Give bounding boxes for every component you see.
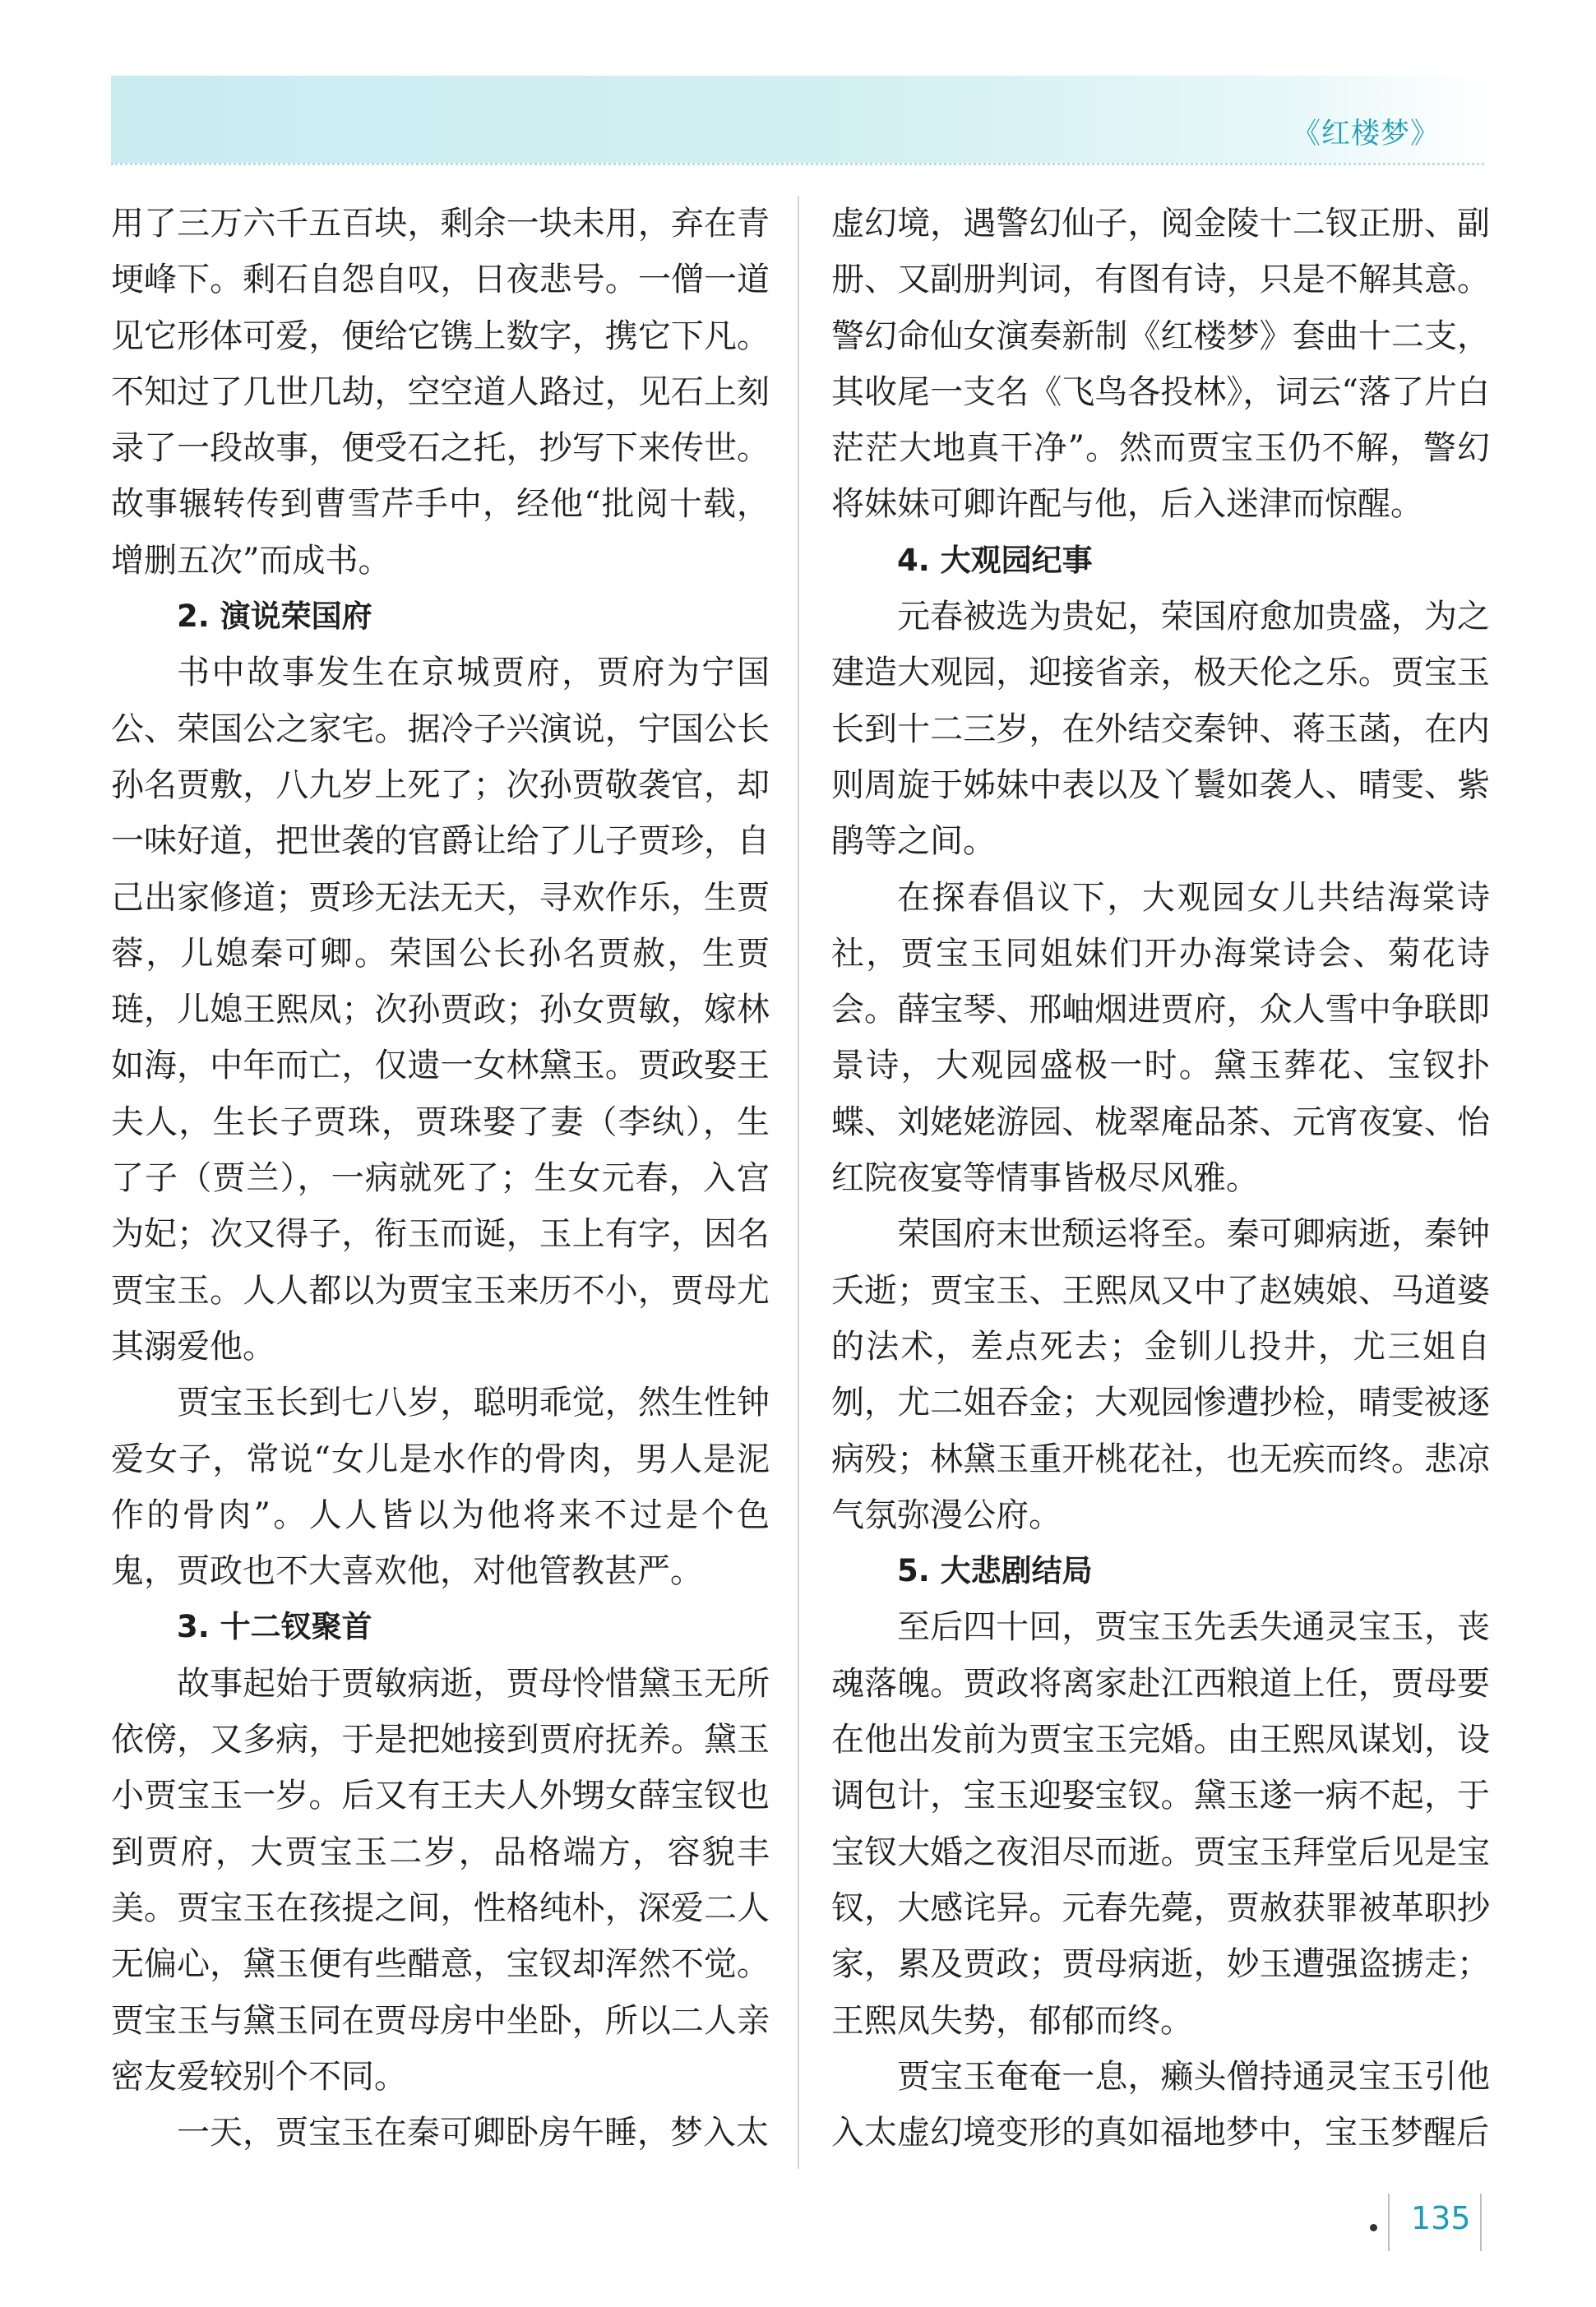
section-heading: 2. 演说荣国府: [177, 599, 372, 635]
book-title: 《红楼梦》: [1291, 118, 1440, 150]
right-column: [831, 196, 1490, 2189]
header-band: [111, 76, 1484, 163]
page-number: 135: [1411, 2200, 1471, 2236]
paragraph: 在探春倡议下，大观园女儿共结海棠诗社，贾宝玉同姐妹们开办海棠诗会、菊花诗会。薛宝琴、邢岫烟进贾府，众人雪中争联即景诗，大观园盛极一时。黛玉葬花、宝钗扑蝶、刘姥姥游园、栊翠庵品茶、元宵夜宴、怡红院夜宴等情事皆极尽风雅。: [831, 878, 1490, 1198]
paragraph: 虚幻境，遇警幻仙子，阅金陵十二钗正册、副册、又副册判词，有图有诗，只是不解其意。警幻命仙女演奏新制《红楼梦》套曲十二支，其收尾一支名《飞鸟各投林》，词云“落了片白茫茫大地真干净”。然而贾宝玉仍不解，警幻将妹妹可卿许配与他，后入迷津而惊醒。: [831, 205, 1490, 524]
paragraph: 贾宝玉奄奄一息，癞头僧持通灵宝玉引他入太虚幻境变形的真如福地梦中，宝玉梦醒后: [831, 2057, 1490, 2152]
column-divider: [798, 196, 799, 2169]
header-divider: [111, 163, 1484, 165]
paragraph: 元春被选为贵妃，荣国府愈加贵盛，为之建造大观园，迎接省亲，极天伦之乐。贾宝玉长到十二三岁，在外结交秦钟、蒋玉菡，在内则周旋于姊妹中表以及丫鬟如袭人、晴雯、紫鹃等之间。: [831, 598, 1490, 861]
section-heading: 3. 十二钗聚首: [177, 1609, 372, 1645]
paragraph: 至后四十回，贾宝玉先丢失通灵宝玉，丧魂落魄。贾政将离家赴江西粮道上任，贾母要在他出发前为贾宝玉完婚。由王熙凤谋划，设调包计，宝玉迎娶宝钗。黛玉遂一病不起，于宝钗大婚之夜泪尽而逝。贾宝玉拜堂后见是宝钗，大感诧异。元春先薨，贾赦获罪被革职抄家，累及贾政；贾母病逝，妙玉遭强盗掳走；王熙凤失势，郁郁而终。: [831, 1608, 1490, 2040]
paragraph: 故事起始于贾敏病逝，贾母怜惜黛玉无所依傍，又多病，于是把她接到贾府抚养。黛玉小贾宝玉一岁。后又有王夫人外甥女薛宝钗也到贾府，大贾宝玉二岁，品格端方，容貌丰美。贾宝玉在孩提之间，性格纯朴，深爱二人无偏心，黛玉便有些醋意，宝钗却浑然不觉。贾宝玉与黛玉同在贾母房中坐卧，所以二人亲密友爱较别个不同。: [111, 1664, 770, 2096]
page-number-separator: [1388, 2194, 1390, 2251]
paragraph: 荣国府末世颓运将至。秦可卿病逝，秦钟夭逝；贾宝玉、王熙凤又中了赵姨娘、马道婆的法术，差点死去；金钏儿投井，尤三姐自刎，尤二姐吞金；大观园惨遭抄检，晴雯被逐病殁；林黛玉重开桃花社，也无疾而终。悲凉气氛弥漫公府。: [831, 1215, 1490, 1534]
paragraph: 贾宝玉长到七八岁，聪明乖觉，然生性钟爱女子，常说“女儿是水作的骨肉，男人是泥作的骨肉”。人人皆以为他将来不过是个色鬼，贾政也不大喜欢他，对他管教甚严。: [111, 1384, 770, 1591]
section-heading: 4. 大观园纪事: [897, 542, 1093, 578]
paragraph: 一天，贾宝玉在秦可卿卧房午睡，梦入太: [177, 2114, 769, 2152]
left-column: [111, 196, 770, 2189]
paragraph: 书中故事发生在京城贾府，贾府为宁国公、荣国公之家宅。据冷子兴演说，宁国公长孙名贾敷，八九岁上死了；次孙贾敬袭官，却一味好道，把世袭的官爵让给了儿子贾珍，自己出家修道；贾珍无法无天，寻欢作乐，生贾蓉，儿媳秦可卿。荣国公长孙名贾赦，生贾琏，儿媳王熙凤；次孙贾政；孙女贾敏，嫁林如海，中年而亡，仅遗一女林黛玉。贾政娶王夫人，生长子贾珠，贾珠娶了妻（李纨），生了子（贾兰），一病就死了；生女元春，入宫为妃；次又得子，衔玉而诞，玉上有字，因名贾宝玉。人人都以为贾宝玉来历不小，贾母尤其溺爱他。: [111, 654, 770, 1366]
paragraph: 用了三万六千五百块，剩余一块未用，弃在青埂峰下。剩石自怨自叹，日夜悲号。一僧一道见它形体可爱，便给它镌上数字，携它下凡。不知过了几世几劫，空空道人路过，见石上刻录了一段故事，便受石之托，抄写下来传世。故事辗转传到曹雪芹手中，经他“批阅十载，增删五次”而成书。: [111, 205, 770, 580]
page-dot: [1370, 2224, 1377, 2231]
page-number-separator-right: [1480, 2194, 1482, 2251]
section-heading: 5. 大悲剧结局: [897, 1553, 1093, 1589]
